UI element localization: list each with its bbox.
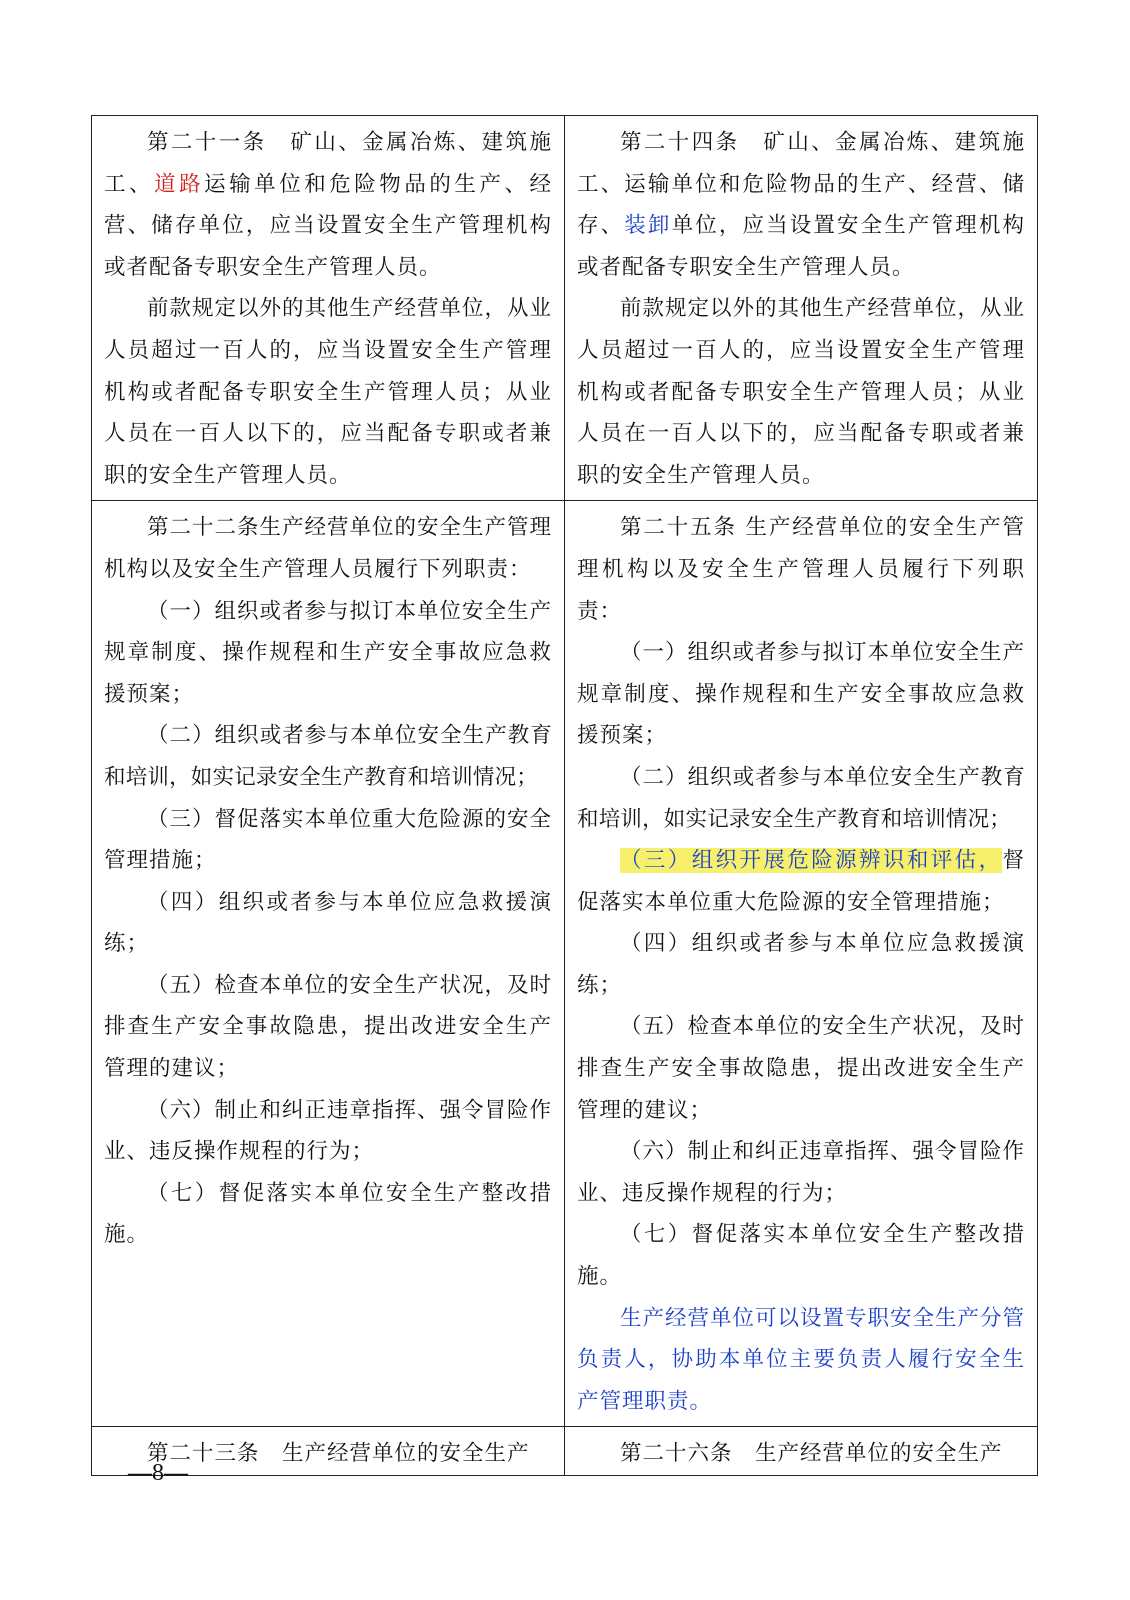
paragraph xyxy=(104,122,552,288)
blue-changed-text: 装卸 xyxy=(624,213,672,239)
added-paragraph: 生产经营单位可以设置专职安全生产分管负责人，协助本单位主要负责人履行安全生产管理职责。 xyxy=(577,1305,1026,1414)
list-item: （三）督促落实本单位重大危险源的安全管理措施； xyxy=(104,806,553,874)
left-cell xyxy=(92,501,565,1427)
list-item: （五）检查本单位的安全生产状况，及时排查生产安全事故隐患，提出改进安全生产管理的建议； xyxy=(577,1014,1026,1123)
table-row xyxy=(92,1427,1038,1476)
paragraph: 第二十三条 生产经营单位的安全生产 xyxy=(147,1441,530,1467)
left-cell xyxy=(92,116,565,501)
list-item: （六）制止和纠正违章指挥、强令冒险作业、违反操作规程的行为； xyxy=(577,1139,1026,1206)
article-intro: 第二十二条生产经营单位的安全生产管理机构以及安全生产管理人员履行下列职责： xyxy=(104,515,553,582)
page-number: —8— xyxy=(128,1460,188,1486)
list-item xyxy=(577,840,1025,923)
list-item: （二）组织或者参与本单位安全生产教育和培训，如实记录安全生产教育和培训情况； xyxy=(104,723,552,790)
list-item: （一）组织或者参与拟订本单位安全生产规章制度、操作规程和生产安全事故应急救援预案； xyxy=(104,598,553,707)
table-row xyxy=(92,116,1038,501)
text-run: 第二十一条 矿山、金属冶炼、建筑施工、 xyxy=(104,130,552,197)
table-row xyxy=(92,501,1038,1427)
text-run: 督促落实本单位重大危险源的安全管理措施； xyxy=(577,848,1025,915)
red-changed-text: 道路 xyxy=(154,171,205,197)
text-run: 第二十四条 矿山、金属冶炼、建筑施工、运输单位和危险物品的生产、经营、储存、 xyxy=(577,130,1025,239)
list-item: （四）组织或者参与本单位应急救援演练； xyxy=(577,931,1025,998)
article-intro: 第二十五条 生产经营单位的安全生产管理机构以及安全生产管理人员履行下列职责： xyxy=(577,515,1025,624)
paragraph: 第二十六条 生产经营单位的安全生产 xyxy=(620,1441,1003,1467)
paragraph: 前款规定以外的其他生产经营单位，从业人员超过一百人的，应当设置安全生产管理机构或者配备专职安全生产管理人员；从业人员在一百人以下的，应当配备专职或者兼职的安全生产管理人员。 xyxy=(577,296,1026,488)
comparison-table xyxy=(91,115,1038,1476)
text-run: 单位，应当设置安全生产管理机构或者配备专职安全生产管理人员。 xyxy=(577,213,1025,280)
highlighted-added-text: （三）组织开展危险源辨识和评估， xyxy=(620,848,1003,874)
text-run: 运输单位和危险物品的生产、经营、储存单位，应当设置安全生产管理机构或者配备专职安全生产管理人员。 xyxy=(104,171,552,280)
list-item: （七）督促落实本单位安全生产整改措施。 xyxy=(104,1180,552,1248)
paragraph xyxy=(577,122,1025,288)
list-item: （六）制止和纠正违章指挥、强令冒险作业、违反操作规程的行为； xyxy=(104,1097,553,1165)
right-cell xyxy=(565,116,1038,501)
right-cell xyxy=(565,1427,1038,1476)
paragraph: 前款规定以外的其他生产经营单位，从业人员超过一百人的，应当设置安全生产管理机构或者配备专职安全生产管理人员；从业人员在一百人以下的，应当配备专职或者兼职的安全生产管理人员。 xyxy=(104,296,553,488)
right-cell xyxy=(565,501,1038,1427)
list-item: （二）组织或者参与本单位安全生产教育和培训，如实记录安全生产教育和培训情况； xyxy=(577,764,1025,832)
list-item: （七）督促落实本单位安全生产整改措施。 xyxy=(577,1222,1025,1290)
list-item: （一）组织或者参与拟订本单位安全生产规章制度、操作规程和生产安全事故应急救援预案； xyxy=(577,640,1026,749)
list-item: （五）检查本单位的安全生产状况，及时排查生产安全事故隐患，提出改进安全生产管理的建议； xyxy=(104,972,553,1082)
list-item: （四）组织或者参与本单位应急救援演练； xyxy=(104,889,552,957)
